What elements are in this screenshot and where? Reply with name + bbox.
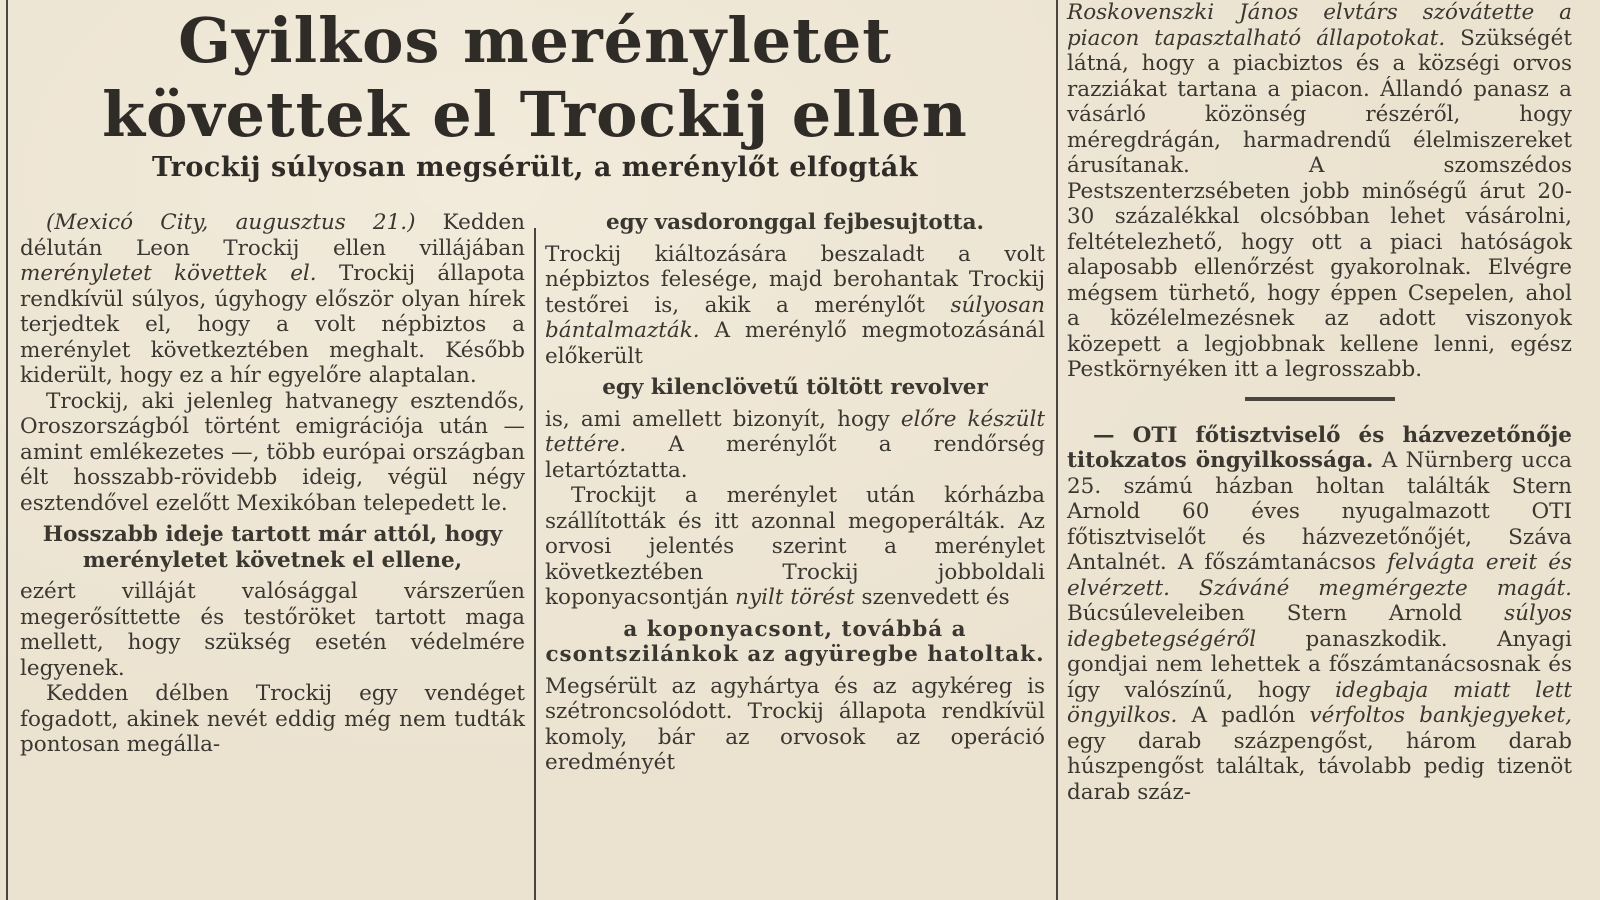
left-page-edge-rule	[6, 0, 8, 900]
text-run: Búcsúleveleiben Stern Arnold	[1067, 601, 1505, 626]
paragraph	[1067, 0, 1572, 383]
paragraph	[545, 407, 1045, 484]
text-run: A merénylőt a rendőrség letartóztatta.	[545, 432, 1045, 483]
text-run: A Nürnberg ucca 25. számú házban holtan találták Stern Arnold 60 éves nyugalmazott OTI főtisztviselőt és házvezetőnőjét, Száva Antalnét. A főszámtanácsos	[1067, 448, 1572, 575]
emphasis-text: Roskovenszki János elvtárs szóvátette a piacon tapasztalható állapotokat.	[1067, 0, 1572, 51]
paragraph	[20, 210, 525, 389]
text-run: A merénylő megmotozásánál előkerült	[545, 318, 1045, 369]
article-column-1	[20, 210, 525, 758]
text-run: Szükségét látná, hogy a piacbiztos és a községi orvos razziákat tartana a piacon. Állandó panasz a vásárló közönség részéről, hogy méregdrágán, harmadrendű élelmiszereket árusítanak. A szomszédos Pestszenterzsébeten jobb minőségű árut 20-30 százalékkal olcsóbban lehet vásárolni, feltételezhető, hogy ott a piaci hatóságok alaposabb ellenőrzést gyakorolnak. Elvégre mégsem türhető, hogy éppen Csepelen, ahol a közélelmezésnek az adott viszonyok közepett a legjobbnak kellene lenni, egész Pestkörnyéken itt a legrosszabb.	[1067, 25, 1572, 382]
paragraph	[545, 483, 1045, 611]
text-run: szenvedett és	[854, 585, 1010, 610]
emphasis-text: nyilt törést	[735, 585, 855, 610]
text-run: A padlón	[1177, 703, 1310, 728]
paragraph: ezért villáját valósággal várszerűen megerősíttette és testőröket tartott maga mellett, hogy szükség esetén védelmére legyenek.	[20, 579, 525, 681]
emphasis-text: súlyos idegbetegségéről	[1067, 601, 1572, 652]
emphasis-text: merényletet követtek el.	[20, 261, 317, 286]
text-run: Trockij kiáltozására beszaladt a volt népbiztos felesége, majd berohantak Trockij testőrei is, akik a merénylőt	[545, 241, 1045, 318]
inline-subheading: Hosszabb ideje tartott már attól, hogy merényletet követnek el ellene,	[42, 522, 503, 573]
inline-subheading: egy kilenclövetű töltött revolver	[602, 375, 988, 400]
article-headline: — OTI főtisztviselő és házvezetőnője titokzatos öngyilkossága.	[1067, 422, 1572, 473]
emphasis-text: felvágta ereit és elvérzett. Száváné megmérgezte magát.	[1067, 550, 1572, 601]
headline-line-1: Gyilkos merényletet	[178, 4, 892, 77]
inline-subheading: egy vasdoronggal fejbesujtotta.	[605, 210, 985, 235]
article-column-3	[1067, 0, 1572, 805]
text-run: is, ami amellett bizonyít, hogy	[545, 406, 901, 432]
paragraph: Kedden délben Trockij egy vendéget fogadott, akinek nevét eddig még nem tudták pontosan megálla-	[20, 681, 525, 757]
headline	[30, 4, 1040, 152]
text-run: Kedden délután Leon Trockij ellen villájában	[20, 210, 525, 261]
section-divider	[1245, 397, 1395, 401]
article-column-2	[545, 210, 1045, 776]
inline-subheading: a koponyacsont, továbbá a csontszilánkok az agyüregbe hatoltak.	[545, 616, 1045, 667]
text-run: egy darab százpengőst, három darab húszpengőst találtak, távolabb pedig tizenöt darab száz-	[1067, 728, 1572, 805]
paragraph: Megsérült az agyhártya és az agykéreg is szétroncsolódott. Trockij állapota rendkívül komoly, bár az orvosok az operáció eredményét	[545, 673, 1045, 775]
headline-line-2: követtek el Trockij ellen	[102, 78, 968, 151]
emphasis-text: vérfoltos bankjegyeket,	[1309, 703, 1572, 728]
emphasis-text: súlyosan bántalmazták.	[545, 292, 1045, 343]
column-rule-2	[1056, 0, 1058, 900]
paragraph	[545, 242, 1045, 370]
emphasis-text: idegbaja miatt lett öngyilkos.	[1067, 677, 1572, 728]
text-run: panaszkodik. Anyagi gondjai nem lehettek a főszámtanácsosnak és így valószínű, hogy	[1067, 626, 1572, 703]
text-run: Trockij állapota rendkívül súlyos, úgyhogy először olyan hírek terjedtek el, hogy a volt népbiztos a merénylet következtében meghalt. Később kiderült, hogy ez a hír egyelőre alaptalan.	[20, 261, 525, 388]
paragraph: Trockij, aki jelenleg hatvanegy esztendős, Oroszországból történt emigrációja után — amint emlékezetes —, több európai országban élt hosszabb-rövidebb ideig, végül négy esztendővel ezelőtt Mexikóban telepedett le.	[20, 388, 525, 516]
subheadline: Trockij súlyosan megsérült, a merénylőt elfogták	[152, 152, 918, 183]
dateline: (Mexicó City, augusztus 21.)	[46, 210, 416, 235]
column-rule-1	[534, 228, 536, 900]
paragraph	[1067, 423, 1572, 806]
text-run: Trockijt a merénylet után kórházba szállították és itt azonnal megoperálták. Az orvosi jelentés szerint a merénylet következtében Trockij jobboldali koponyacsontján	[545, 483, 1045, 610]
emphasis-text: előre készült tettére.	[545, 406, 1045, 457]
